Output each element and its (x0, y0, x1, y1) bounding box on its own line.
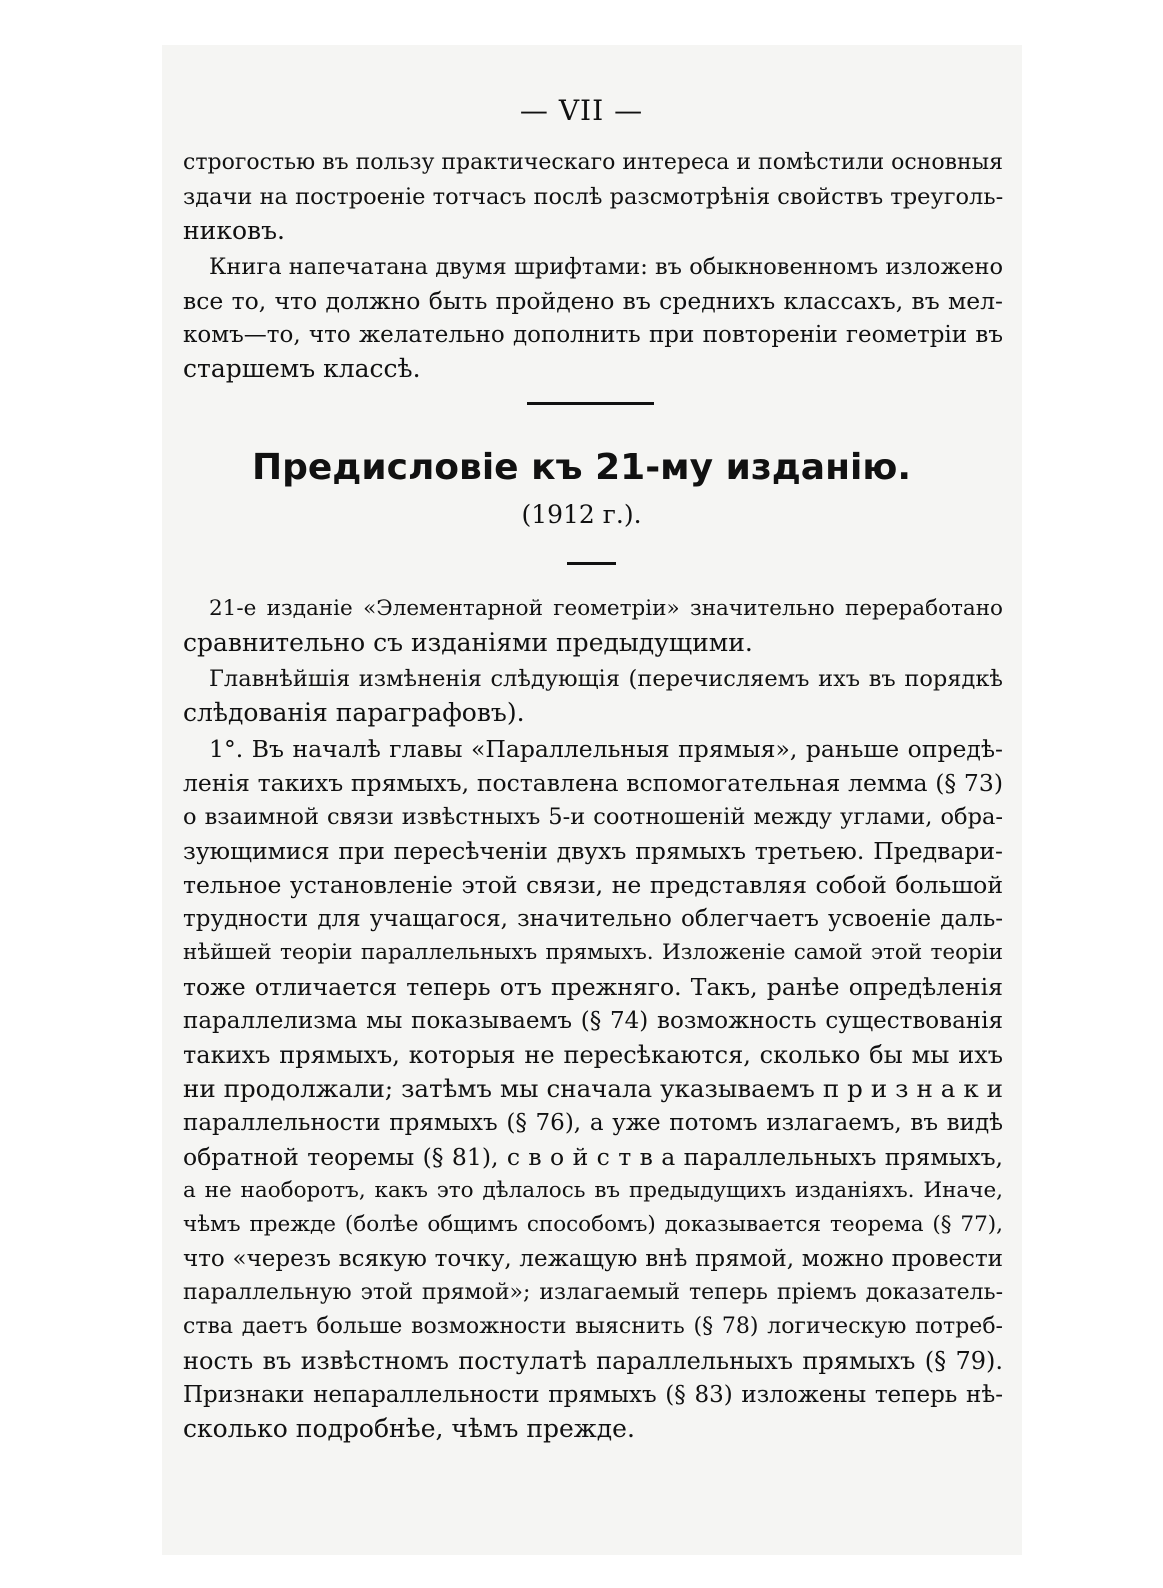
text-line: 21-е изданіе «Элементарной геометріи» значительно переработано (209, 596, 1003, 621)
text-line: ность въ извѣстномъ постулатѣ параллельныхъ прямыхъ (§ 79). (183, 1347, 1003, 1375)
text-line: что «черезъ всякую точку, лежащую внѣ прямой, можно провести (183, 1246, 1003, 1272)
text-line: такихъ прямыхъ, которыя не пересѣкаются, сколько бы мы ихъ (183, 1041, 1003, 1069)
text-line: старшемъ классѣ. (183, 354, 421, 383)
text-line: параллелизма мы показываемъ (§ 74) возможность существованія (183, 1008, 1003, 1034)
text-line: трудности для учащагося, значительно облегчаетъ усвоеніе даль- (183, 906, 1003, 932)
page-number: — VII — (519, 94, 644, 127)
text-line: тельное установленіе этой связи, не представляя собой большой (183, 871, 1003, 899)
text-line: чѣмъ прежде (болѣе общимъ способомъ) доказывается теорема (§ 77), (183, 1212, 1003, 1237)
text-line: никовъ. (183, 216, 285, 245)
text-line: строгостью въ пользу практическаго интереса и помѣстили основныя (183, 150, 1004, 175)
text-line: зующимися при пересѣченіи двухъ прямыхъ третьею. Предвари- (183, 837, 1003, 865)
section-year: (1912 г.). (521, 500, 642, 529)
text-line: параллельности прямыхъ (§ 76), а уже потомъ излагаемъ, въ видѣ (183, 1110, 1003, 1136)
text-line: ленія такихъ прямыхъ, поставлена вспомогательная лемма (§ 73) (183, 769, 1003, 797)
text-line: о взаимной связи извѣстныхъ 5-и соотношеній между углами, обра- (183, 804, 1003, 830)
text-line: все то, что должно быть пройдено въ среднихъ классахъ, въ мел- (183, 287, 1003, 315)
text-line: нѣйшей теоріи параллельныхъ прямыхъ. Изложеніе самой этой теоріи (183, 940, 1003, 965)
text-line: здачи на построеніе тотчасъ послѣ разсмотрѣнія свойствъ треуголь- (183, 184, 1004, 210)
text-line: сколько подробнѣе, чѣмъ прежде. (183, 1414, 635, 1443)
text-line: 1°. Въ началѣ главы «Параллельныя прямыя», раньше опредѣ- (209, 735, 1003, 763)
text-line: ства даетъ больше возможности выяснить (§ 78) логическую потреб- (183, 1314, 1003, 1339)
text-line: ни продолжали; затѣмъ мы сначала указываемъ п р и з н а к и (183, 1074, 1003, 1103)
section-divider (527, 402, 654, 405)
heading-underline (567, 562, 616, 565)
text-line: слѣдованія параграфовъ). (183, 698, 525, 727)
text-line: Главнѣйшія измѣненія слѣдующія (перечисляемъ ихъ въ порядкѣ (209, 666, 1003, 692)
section-heading: Предисловіе къ 21-му изданію. (251, 447, 911, 488)
text-line: Книга напечатана двумя шрифтами: въ обыкновенномъ изложено (209, 254, 1003, 280)
text-line: параллельную этой прямой»; излагаемый теперь пріемъ доказатель- (183, 1280, 1003, 1305)
text-line: а не наоборотъ, какъ это дѣлалось въ предыдущихъ изданіяхъ. Иначе, (183, 1178, 1003, 1203)
text-line: сравнительно съ изданіями предыдущими. (183, 628, 753, 657)
text-line: комъ—то, что желательно дополнить при повтореніи геометріи въ (183, 322, 1003, 348)
text-line: тоже отличается теперь отъ прежняго. Такъ, ранѣе опредѣленія (183, 973, 1003, 1001)
text-line: Признаки непараллельности прямыхъ (§ 83) изложены теперь нѣ- (183, 1382, 1003, 1408)
text-line: обратной теоремы (§ 81), с в о й с т в а параллельныхъ прямыхъ, (183, 1143, 1003, 1171)
